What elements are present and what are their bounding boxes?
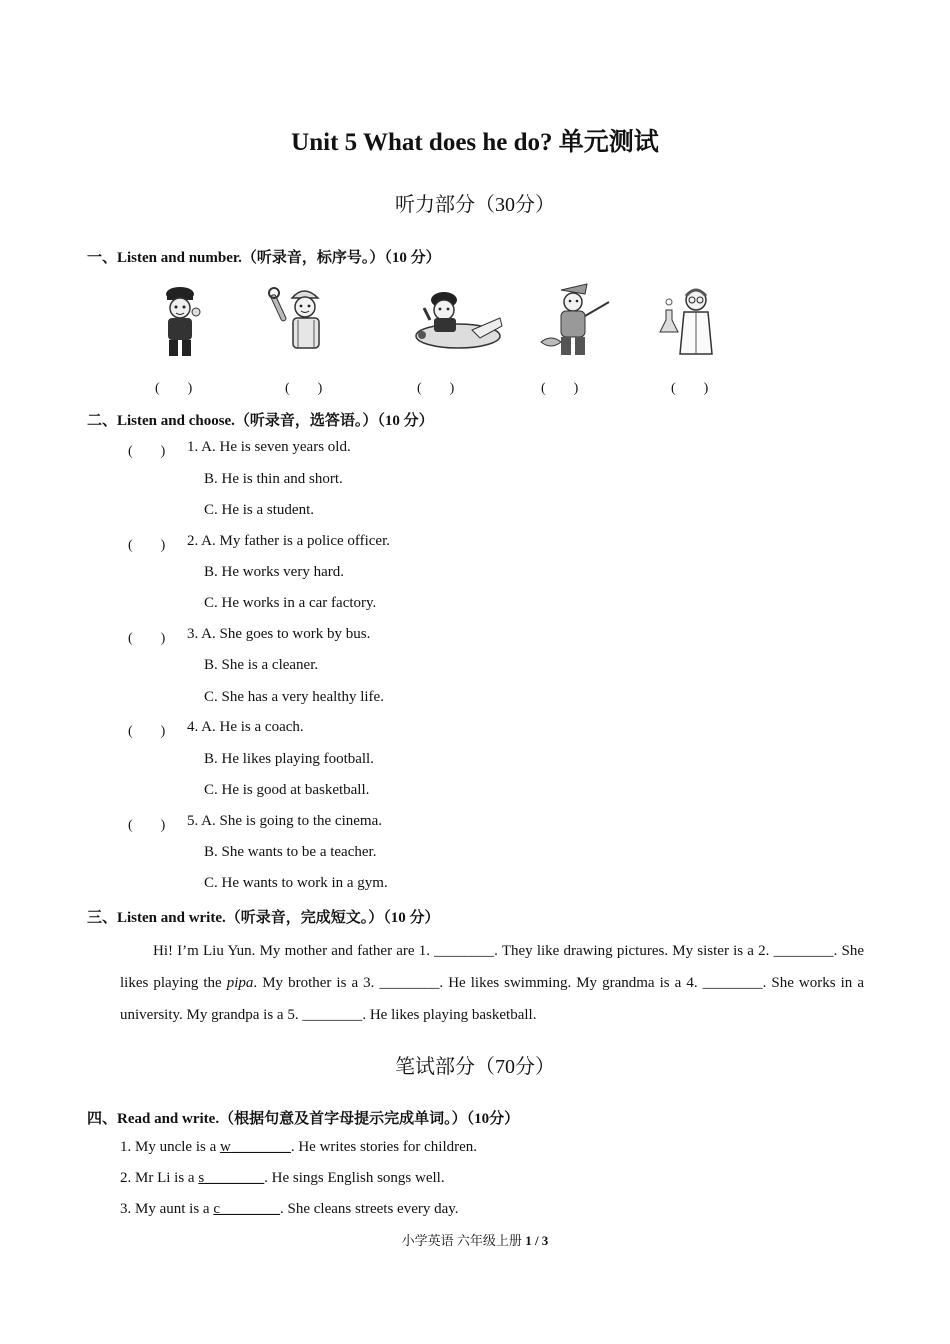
q5-option-b: B. She wants to be a teacher. — [204, 844, 377, 860]
q1-answer-paren[interactable]: ( ) — [128, 444, 166, 459]
read-write-item-1 — [120, 1139, 477, 1156]
item3-suffix: . She cleans streets every day. — [280, 1201, 459, 1217]
q2-answer-paren[interactable]: ( ) — [128, 538, 166, 553]
section3-header: 三、Listen and write.（听录音，完成短文。）（10 分） — [87, 910, 440, 926]
section2-header: 二、Listen and choose.（听录音，选答语。）（10 分） — [87, 413, 434, 429]
q1-option-c: C. He is a student. — [204, 502, 314, 518]
fisherman-picture — [535, 280, 617, 362]
item1-prefix: 1. My uncle is a — [120, 1139, 220, 1155]
item2-first-letter: s — [198, 1170, 205, 1186]
read-write-item-2 — [120, 1170, 445, 1187]
item2-prefix: 2. Mr Li is a — [120, 1170, 199, 1186]
q2-option-c: C. He works in a car factory. — [204, 595, 377, 611]
written-part-header: 笔试部分（70分） — [395, 1056, 555, 1078]
section1-header: 一、Listen and number.（听录音，标序号。）（10 分） — [87, 250, 441, 266]
q5-option-a: 5. A. She is going to the cinema. — [187, 813, 382, 829]
item2-suffix: . He sings English songs well. — [264, 1170, 445, 1186]
pilot-picture — [410, 280, 506, 362]
q4-option-c: C. He is good at basketball. — [204, 782, 370, 798]
police-officer-picture — [140, 280, 222, 362]
q5-answer-paren[interactable]: ( ) — [128, 818, 166, 833]
item3-blank[interactable] — [213, 1201, 280, 1217]
passage-part2: . My brother is a 3. ________. He likes swimming. My grandma is a 4. ________. She works in a university. My grandpa is a 5. ________. He likes playing basketball. — [120, 975, 864, 1023]
q3-option-c: C. She has a very healthy life. — [204, 689, 384, 705]
item3-underline: ________ — [220, 1201, 280, 1217]
q3-option-b: B. She is a cleaner. — [204, 657, 319, 673]
item1-blank[interactable] — [220, 1139, 291, 1155]
picture5-answer-paren[interactable]: ( ) — [671, 381, 709, 396]
page-number: 1 / 3 — [525, 1233, 549, 1248]
q3-option-a: 3. A. She goes to work by bus. — [187, 626, 371, 642]
picture2-answer-paren[interactable]: ( ) — [285, 381, 323, 396]
q1-option-b: B. He is thin and short. — [204, 471, 343, 487]
listening-part-header: 听力部分（30分） — [395, 194, 555, 216]
q4-answer-paren[interactable]: ( ) — [128, 724, 166, 739]
item2-blank[interactable] — [198, 1170, 264, 1186]
page-title: Unit 5 What does he do? 单元测试 — [291, 129, 659, 156]
q1-option-a: 1. A. He is seven years old. — [187, 439, 351, 455]
q4-option-b: B. He likes playing football. — [204, 751, 374, 767]
item2-underline: ________ — [204, 1170, 265, 1186]
q2-option-b: B. He works very hard. — [204, 564, 344, 580]
q5-option-c: C. He wants to work in a gym. — [204, 875, 388, 891]
worker-picture — [262, 280, 344, 362]
scientist-picture — [652, 280, 734, 362]
item3-first-letter: c — [213, 1201, 220, 1217]
picture3-answer-paren[interactable]: ( ) — [417, 381, 455, 396]
item1-underline: ________ — [230, 1139, 291, 1155]
section4-header: 四、Read and write.（根据句意及首字母提示完成单词。）（10分） — [87, 1111, 520, 1127]
read-write-item-3 — [120, 1201, 459, 1218]
picture4-answer-paren[interactable]: ( ) — [541, 381, 579, 396]
item1-first-letter: w — [219, 1139, 231, 1155]
passage-part1: Hi! I’m Liu Yun. My mother and father are 1. ________. They like drawing pictures. My sister is a 2. ________. She likes playing the — [120, 943, 864, 991]
passage-italic-word: pipa — [226, 975, 254, 991]
page-footer — [0, 1230, 950, 1249]
picture1-answer-paren[interactable]: ( ) — [155, 381, 193, 396]
q4-option-a: 4. A. He is a coach. — [187, 719, 304, 735]
item1-suffix: . He writes stories for children. — [290, 1139, 478, 1155]
item3-prefix: 3. My aunt is a — [120, 1201, 214, 1217]
q3-answer-paren[interactable]: ( ) — [128, 631, 166, 646]
q2-option-a: 2. A. My father is a police officer. — [187, 533, 390, 549]
fill-in-passage — [120, 935, 864, 1031]
footer-text: 小学英语 六年级上册 — [401, 1233, 526, 1248]
